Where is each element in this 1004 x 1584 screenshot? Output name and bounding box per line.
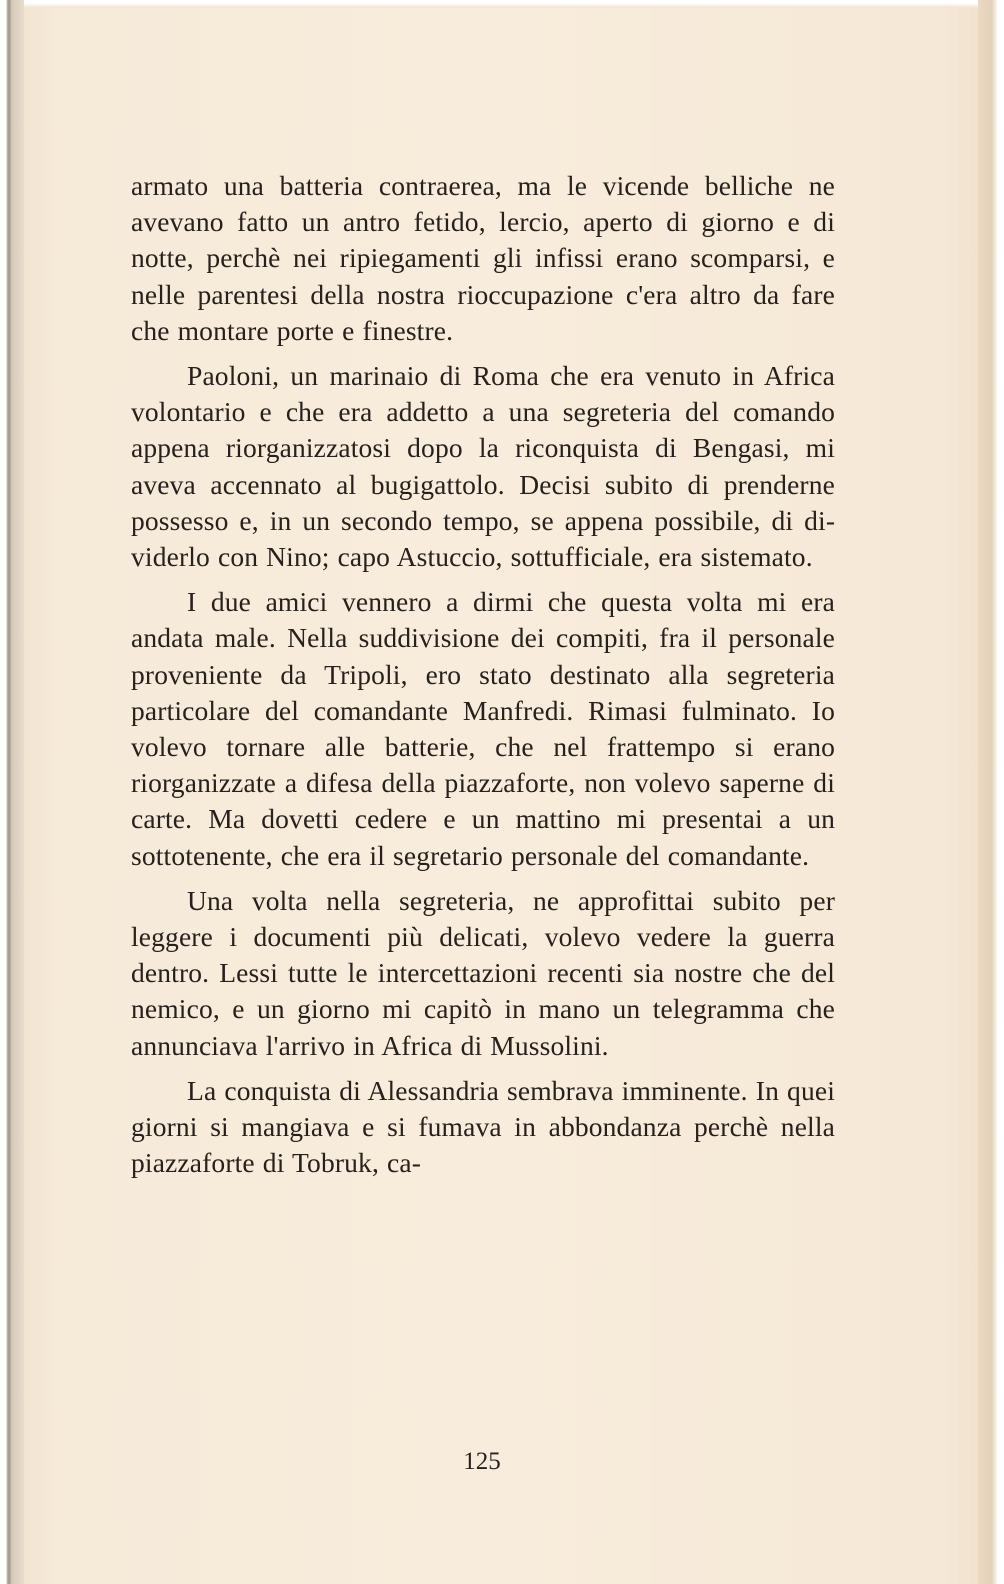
page-top-edge: [0, 0, 1004, 8]
page-number: 125: [463, 1448, 501, 1475]
paragraph-4: Una volta nella segreteria, ne approfittai subito per leggere i documenti più delicati, volevo vedere la guerra dentro. Lessi tutte le intercettazioni recenti sia nostre che del nemico, e un giorno mi capitò in mano un telegramma che annunciava l'arrivo in Africa di Mussolini.: [131, 884, 835, 1061]
paragraph-3: I due amici vennero a dirmi che questa volta mi era andata male. Nella suddivisione dei compiti, fra il personale proveniente da Tripoli, ero stato destinato alla segreteria particolare del comandante Manfredi. Rimasi fulminato. Io volevo tornare alle batterie, che nel frattempo si erano riorganizzate a difesa della piazzaforte, non volevo saperne di carte. Ma dovetti cedere e un mattino mi presentai a un sottotenente, che era il segretario personale del comandante.: [131, 586, 835, 871]
paragraph-1: armato una batteria contraerea, ma le vicende belliche ne avevano fatto un antro fetido, lercio, aperto di giorno e di notte, perchè nei ripiegamenti gli infissi erano scomparsi, e nelle parentesi della nostra rioccupazione c'era altro da fare che montare porte e finestre.: [131, 170, 835, 346]
page-right-edge: [978, 0, 1004, 1584]
paragraph-2: Paoloni, un marinaio di Roma che era venuto in Africa volontario e che era addetto a una segreteria del comando appena riorganizzatosi dopo la riconquista di Bengasi, mi aveva accennato al bugigattolo. Decisi subito di prenderne possesso e, in un secondo tempo, se appena possibile, di dividerlo con Nino; capo Astuccio, sottufficiale, era sistemato.: [131, 360, 835, 573]
page-left-edge: [0, 0, 24, 1584]
body-text: [131, 168, 835, 1190]
paragraph-5: La conquista di Alessandria sembrava imminente. In quei giorni si mangiava e si fumava in abbondanza perchè nella piazzaforte di Tobruk, ca-: [131, 1074, 835, 1179]
